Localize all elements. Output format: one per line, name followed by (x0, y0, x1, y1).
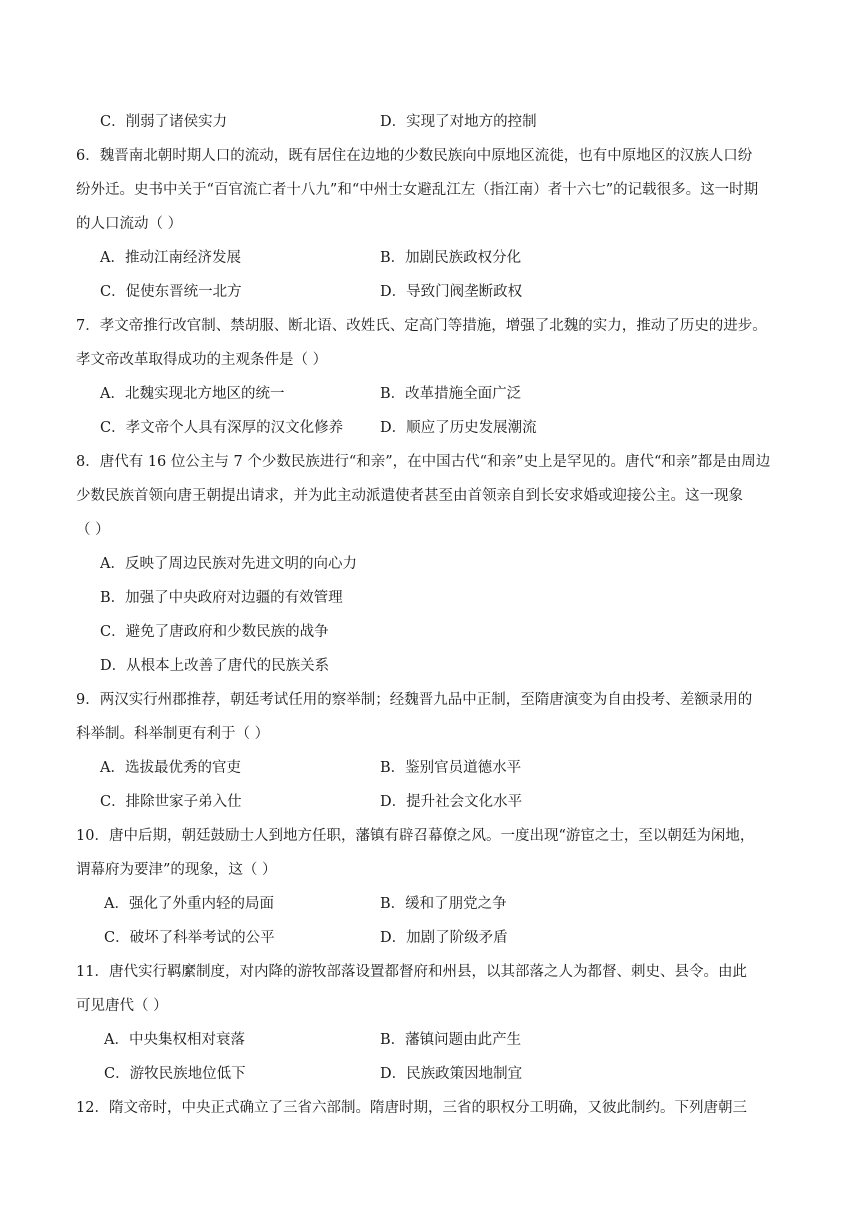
q6-option-c: C．促使东晋统一北方 (100, 284, 242, 300)
q8-option-c: C．避免了唐政府和少数民族的战争 (100, 624, 329, 640)
q7-option-d: D．顺应了历史发展潮流 (380, 420, 537, 436)
q10-option-d: D．加剧了阶级矛盾 (380, 930, 508, 946)
q8-stem-line-2: 少数民族首领向唐王朝提出请求，并为此主动派遣使者甚至由首领亲自到长安求婚或迎接公主。这一现象 (76, 488, 743, 504)
q8-option-a: A．反映了周边民族对先进文明的向心力 (100, 556, 357, 572)
q6-option-d: D．导致门阀垄断政权 (380, 284, 523, 300)
q10-option-b: B．缓和了朋党之争 (380, 896, 507, 912)
q6-option-b: B．加剧民族政权分化 (380, 250, 522, 266)
q9-stem-line-1: 9．两汉实行州郡推荐，朝廷考试任用的察举制；经魏晋九品中正制，至隋唐演变为自由投考、差额录用的 (76, 692, 753, 708)
q8-option-d: D．从根本上改善了唐代的民族关系 (100, 658, 330, 674)
q5-option-d: D．实现了对地方的控制 (380, 114, 537, 130)
q11-option-d: D．民族政策因地制宜 (380, 1066, 523, 1082)
q6-stem-line-3: 的人口流动（ ） (76, 216, 183, 232)
q10-option-a: A．强化了外重内轻的局面 (104, 896, 274, 912)
q9-stem-line-2: 科举制。科举制更有利于（ ） (76, 726, 270, 742)
q11-option-c: C．游牧民族地位低下 (104, 1066, 246, 1082)
q8-option-b: B．加强了中央政府对边疆的有效管理 (100, 590, 343, 606)
q10-stem-line-1: 10．唐中后期，朝廷鼓励士人到地方任职，藩镇有辟召幕僚之风。一度出现“游宦之士，至以朝廷为闲地， (76, 828, 755, 844)
q6-stem-line-1: 6．魏晋南北朝时期人口的流动，既有居住在边地的少数民族向中原地区流徙，也有中原地区的汉族人口纷 (76, 148, 753, 164)
q8-stem-line-3: （ ） (76, 522, 110, 538)
q7-stem-line-2: 孝文帝改革取得成功的主观条件是（ ） (76, 352, 328, 368)
q7-option-a: A．北魏实现北方地区的统一 (100, 386, 285, 402)
q7-option-c: C．孝文帝个人具有深厚的汉文化修养 (100, 420, 344, 436)
q11-option-b: B．藩镇问题由此产生 (380, 1032, 522, 1048)
q10-stem-line-2: 谓幕府为要津”的现象，这（ ） (76, 862, 277, 878)
q9-option-b: B．鉴别官员道德水平 (380, 760, 522, 776)
q7-stem-line-1: 7．孝文帝推行改官制、禁胡服、断北语、改姓氏、定高门等措施，增强了北魏的实力，推动了历史的进步。 (76, 318, 767, 334)
q11-stem-line-1: 11．唐代实行羁縻制度，对内降的游牧部落设置都督府和州县，以其部落之人为都督、刺史、县令。由此 (76, 964, 747, 980)
q10-option-c: C．破坏了科举考试的公平 (104, 930, 275, 946)
q7-option-b: B．改革措施全面广泛 (380, 386, 522, 402)
q9-option-c: C．排除世家子弟入仕 (100, 794, 242, 810)
q6-option-a: A．推动江南经济发展 (100, 250, 241, 266)
q11-option-a: A．中央集权相对衰落 (104, 1032, 245, 1048)
q12-stem-line-1: 12．隋文帝时，中央正式确立了三省六部制。隋唐时期，三省的职权分工明确，又彼此制约。下列唐朝三 (76, 1100, 747, 1116)
q8-stem-line-1: 8．唐代有 16 位公主与 7 个少数民族进行“和亲”，在中国古代“和亲”史上是罕见的。唐代“和亲”都是由周边 (76, 454, 771, 470)
q11-stem-line-2: 可见唐代（ ） (76, 998, 168, 1014)
q9-option-a: A．选拔最优秀的官吏 (100, 760, 241, 776)
q5-option-c: C．削弱了诸侯实力 (100, 114, 228, 130)
q6-stem-line-2: 纷外迁。史书中关于“百官流亡者十八九”和“中州士女避乱江左（指江南）者十六七”的记载很多。这一时期 (76, 182, 759, 198)
q9-option-d: D．提升社会文化水平 (380, 794, 523, 810)
